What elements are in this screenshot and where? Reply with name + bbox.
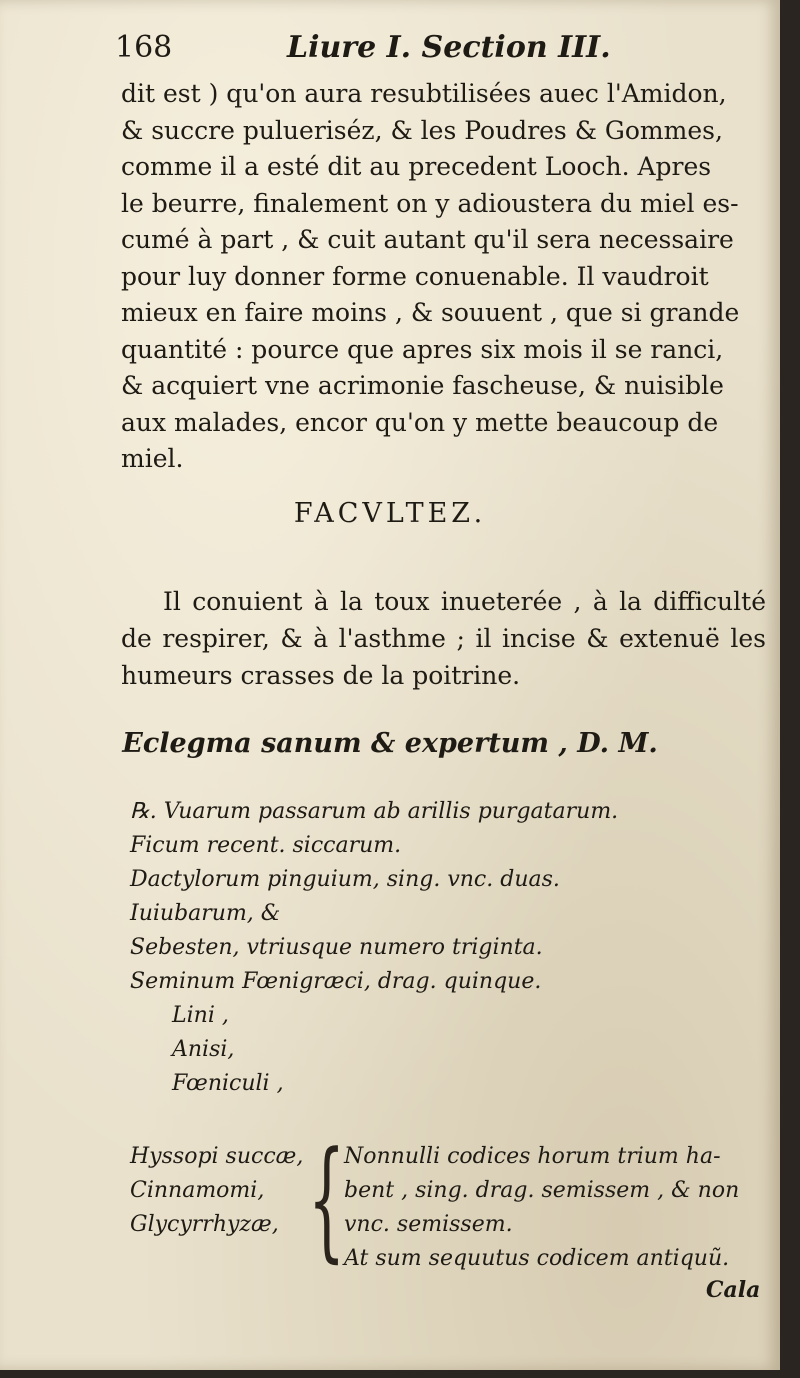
section-heading: FACVLTEZ. [293,498,487,529]
annotation-line: bent , sing. drag. semissem , & non [344,1178,740,1203]
brace-ingredient: Glycyrrhyzæ, [130,1212,279,1237]
recipe-line: Dactylorum pinguium, sing. vnc. duas. [130,867,560,892]
recipe-title: Eclegma sanum & expertum , D. M. [122,728,658,759]
running-title: Liure I. Section III. [287,30,611,65]
recipe-line: Seminum Fœnigræci, drag. quinque. [130,969,542,994]
facultez-paragraph [121,583,766,694]
recipe-line: Sebesten, vtriusque numero triginta. [130,935,543,960]
body-line: & succre pulueriséz, & les Poudres & Gommes, [121,115,723,145]
body-line: & acquiert vne acrimonie fascheuse, & nuisible [121,371,724,400]
curly-brace-icon: { [308,1123,346,1275]
body-line: quantité : pource que apres six mois il se ranci, [121,334,724,364]
body-line: cumé à part , & cuit autant qu'il sera necessaire [121,225,734,254]
recipe-list [130,795,770,1101]
recipe-line: Lini , [172,1003,229,1028]
recipe-line: Ficum recent. siccarum. [130,833,402,858]
page-header [115,30,675,70]
brace-annotation [344,1140,770,1276]
page-number: 168 [115,30,173,65]
body-line: mieux en faire moins , & souuent , que si grande [121,298,740,327]
annotation-line: At sum sequutus codicem antiquũ. [344,1246,730,1271]
body-line: pour luy donner forme conuenable. Il vaudroit [121,261,709,291]
brace-note [130,1123,770,1280]
annotation-line: vnc. semissem. [344,1212,513,1237]
recipe-line: Iuiubarum, & [130,901,281,926]
brace-ingredient: Cinnamomi, [130,1178,265,1203]
catchword: Cala [706,1277,761,1303]
recipe-line: Anisi, [172,1037,235,1062]
body-line: dit est ) qu'on aura resubtilisées auec l'Amidon, [121,79,727,108]
recipe-line: ℞. Vuarum passarum ab arillis purgatarum. [130,799,619,824]
facultez-text: Il conuient à la toux inueterée , à la difficulté de respirer, & à l'asthme ; il incise & extenuë les humeurs crasses de la poitrine. [121,587,766,690]
brace-ingredient: Hyssopi succæ, [130,1144,304,1169]
brace-ingredients [130,1140,303,1242]
body-paragraph [121,76,766,478]
body-line: miel. [121,444,184,473]
body-line: le beurre, finalement on y adioustera du miel es- [121,188,739,218]
recipe-line: Fœniculi , [172,1071,284,1096]
body-line: aux malades, encor qu'on y mette beaucoup de [121,407,719,437]
body-line: comme il a esté dit au precedent Looch. Apres [121,152,712,181]
annotation-line: Nonnulli codices horum trium ha- [344,1144,721,1169]
